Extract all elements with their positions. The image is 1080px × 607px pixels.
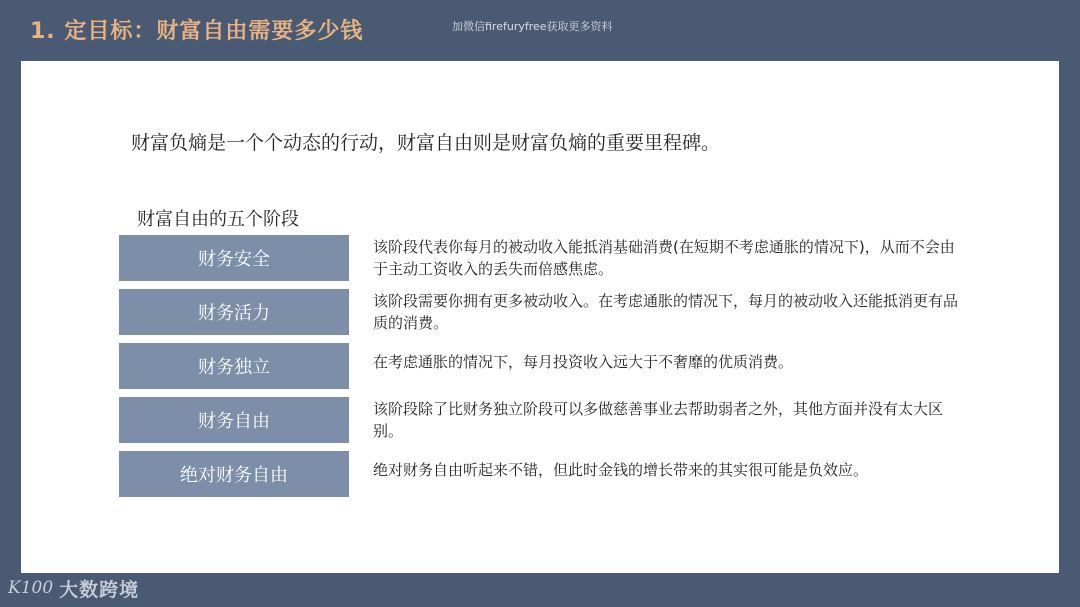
brand-logo [8, 573, 139, 603]
stage-label: 财务活力 [119, 289, 349, 335]
stage-row-3 [119, 343, 949, 389]
content-panel [21, 61, 1059, 573]
stage-row-2 [119, 289, 959, 335]
stage-label: 财务安全 [119, 235, 349, 281]
stage-description: 该阶段代表你每月的被动收入能抵消基础消费(在短期不考虑通胀的情况下)，从而不会由于主动工资收入的丢失而倍感焦虑。 [373, 238, 955, 278]
stage-row-4 [119, 397, 949, 443]
stages-heading: 财富自由的五个阶段 [137, 209, 299, 230]
slide-title: 1. 定目标：财富自由需要多少钱 [30, 19, 364, 44]
stage-description: 该阶段需要你拥有更多被动收入。在考虑通胀的情况下，每月的被动收入还能抵消更有品质的消费。 [373, 292, 959, 332]
intro-text: 财富负熵是一个个动态的行动，财富自由则是财富负熵的重要里程碑。 [131, 132, 721, 154]
stage-description: 该阶段除了比财务独立阶段可以多做慈善事业去帮助弱者之外，其他方面并没有太大区别。 [373, 400, 944, 440]
stage-row-5 [119, 451, 949, 497]
stage-label: 财务独立 [119, 343, 349, 389]
stage-row-1 [119, 235, 955, 281]
stage-label: 财务自由 [119, 397, 349, 443]
logo-mark-icon: K100 [8, 578, 54, 598]
stage-label: 绝对财务自由 [119, 451, 349, 497]
watermark-text: 加微信firefuryfree获取更多资料 [452, 20, 613, 33]
stage-description: 绝对财务自由听起来不错，但此时金钱的增长带来的其实很可能是负效应。 [373, 461, 869, 479]
stage-description: 在考虑通胀的情况下，每月投资收入远大于不奢靡的优质消费。 [373, 353, 794, 371]
logo-text: 大数跨境 [59, 578, 140, 601]
